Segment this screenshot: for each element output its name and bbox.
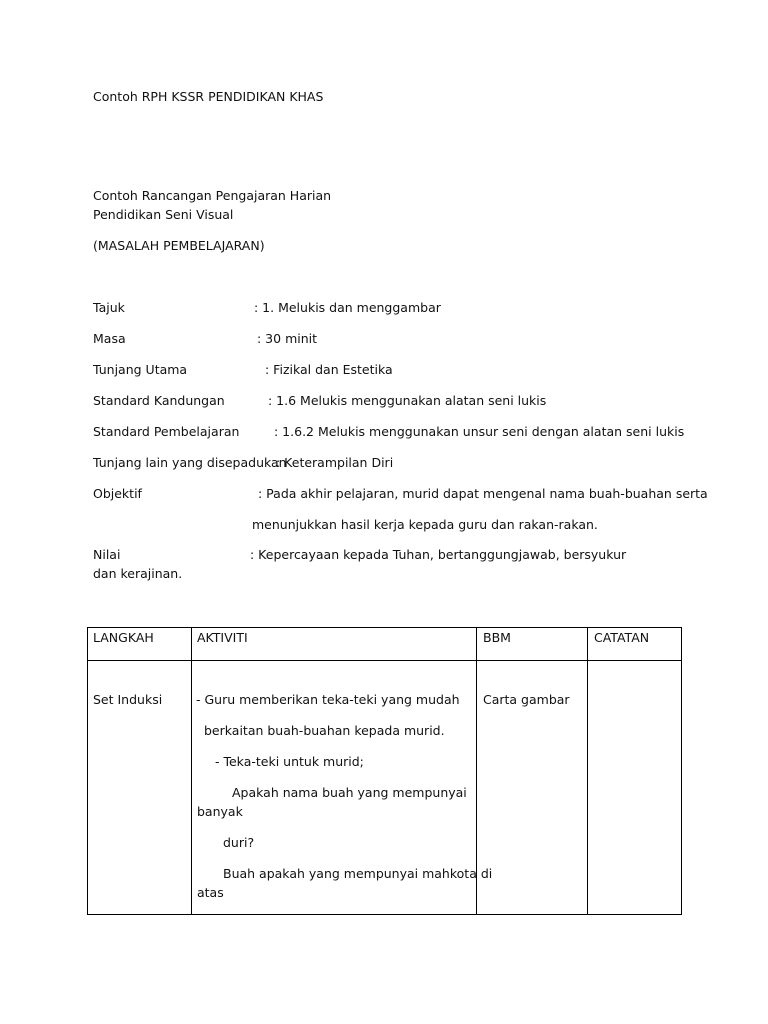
lesson-table	[87, 627, 682, 915]
field-label-tunjang-utama: Tunjang Utama	[93, 362, 188, 377]
field-value-standard-pembelajaran: : 1.6.2 Melukis menggunakan unsur seni dengan alatan seni lukis	[274, 424, 685, 439]
field-value-nilai-continued: dan kerajinan.	[93, 566, 183, 581]
field-label-objektif: Objektif	[93, 486, 142, 501]
bbm-cell: Carta gambar	[483, 692, 570, 707]
field-label-standard-pembelajaran: Standard Pembelajaran	[93, 424, 240, 439]
activity-line: Apakah nama buah yang mempunyai	[232, 785, 467, 800]
field-label-masa: Masa	[93, 331, 126, 346]
column-divider	[587, 628, 588, 914]
plan-title: Contoh Rancangan Pengajaran Harian	[93, 188, 332, 203]
activity-line: - Teka-teki untuk murid;	[215, 754, 364, 769]
activity-line: atas	[197, 885, 224, 900]
activity-line: berkaitan buah-buahan kepada murid.	[204, 723, 445, 738]
activity-line: duri?	[223, 835, 255, 850]
field-value-objektif-continued: menunjukkan hasil kerja kepada guru dan rakan-rakan.	[252, 517, 598, 532]
field-label-nilai: Nilai	[93, 547, 121, 562]
field-label-tajuk: Tajuk	[93, 300, 125, 315]
field-value-standard-kandungan: : 1.6 Melukis menggunakan alatan seni lukis	[268, 393, 547, 408]
field-value-tajuk: : 1. Melukis dan menggambar	[254, 300, 441, 315]
header-divider	[88, 660, 681, 661]
activity-line: Buah apakah yang mempunyai mahkota di	[223, 866, 493, 881]
field-value-nilai: : Kepercayaan kepada Tuhan, bertanggungjawab, bersyukur	[250, 547, 627, 562]
field-label-standard-kandungan: Standard Kandungan	[93, 393, 225, 408]
column-header-bbm: BBM	[483, 630, 511, 645]
field-value-tunjang-lain: : Keterampilan Diri	[276, 455, 394, 470]
column-header-catatan: CATATAN	[594, 630, 650, 645]
step-cell: Set Induksi	[93, 692, 163, 707]
field-value-tunjang-utama: : Fizikal dan Estetika	[265, 362, 393, 377]
column-header-langkah: LANGKAH	[93, 630, 154, 645]
field-label-tunjang-lain: Tunjang lain yang disepadukan	[93, 455, 287, 470]
activity-line: banyak	[197, 804, 243, 819]
field-value-objektif: : Pada akhir pelajaran, murid dapat mengenal nama buah-buahan serta	[258, 486, 708, 501]
plan-issue: (MASALAH PEMBELAJARAN)	[93, 238, 265, 253]
field-value-masa: : 30 minit	[257, 331, 318, 346]
column-divider	[191, 628, 192, 914]
column-header-aktiviti: AKTIVITI	[197, 630, 248, 645]
document-title: Contoh RPH KSSR PENDIDIKAN KHAS	[93, 89, 324, 104]
activity-line: - Guru memberikan teka-teki yang mudah	[196, 692, 460, 707]
plan-subject: Pendidikan Seni Visual	[93, 207, 234, 222]
